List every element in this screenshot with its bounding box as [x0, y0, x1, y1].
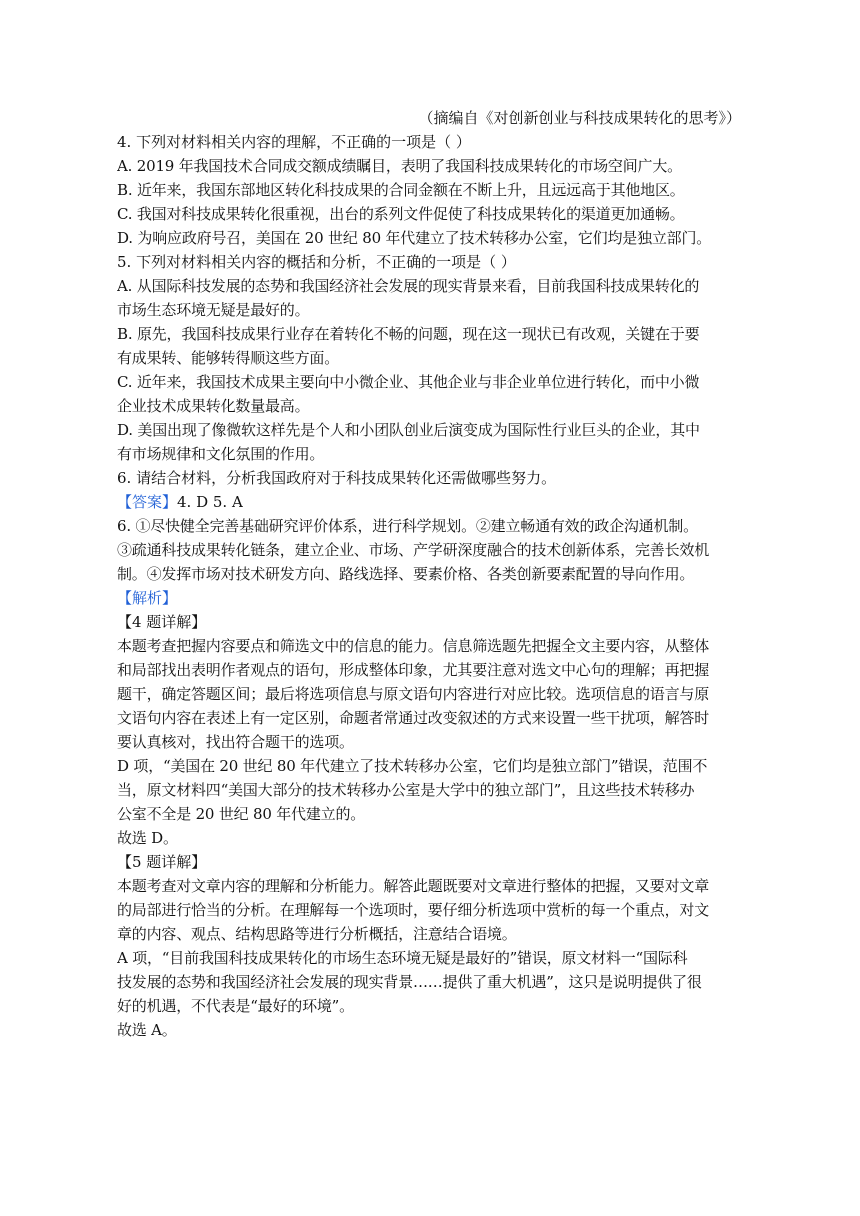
answer-label: 【答案】	[117, 493, 178, 511]
question-5-option-d-line-2: 有市场规律和文化氛围的作用。	[117, 445, 325, 463]
source-citation: （摘编自《对创新创业与科技成果转化的思考》）	[418, 109, 741, 127]
question-4-option-a: A. 2019 年我国技术合同成交额成绩瞩目，表明了我国科技成果转化的市场空间广大。	[117, 157, 682, 175]
answer-q6-line-1: 6. ①尽快健全完善基础研究评价体系，进行科学规划。②建立畅通有效的政企沟通机制。	[117, 517, 698, 535]
analysis-q5-line-1: 本题考查对文章内容的理解和分析能力。解答此题既要对文章进行整体的把握，又要对文章	[117, 877, 710, 895]
question-4-stem: 4. 下列对材料相关内容的理解，不正确的一项是（ ）	[117, 133, 471, 151]
answer-q6-line-2: ③疏通科技成果转化链条，建立企业、市场、产学研深度融合的技术创新体系，完善长效机	[117, 541, 710, 559]
answer-text: 4. D 5. A	[177, 493, 243, 511]
analysis-q4-line-1: 本题考查把握内容要点和筛选文中的信息的能力。信息筛选题先把握全文主要内容，从整体	[117, 637, 710, 655]
question-5-option-a-line-2: 市场生态环境无疑是最好的。	[117, 301, 310, 319]
analysis-q5-heading: 【5 题详解】	[117, 853, 207, 871]
analysis-q4-line-4: 文语句内容在表述上有一定区别，命题者常通过改变叙述的方式来设置一些干扰项，解答时	[117, 709, 710, 727]
analysis-q5-line-4: A 项，“目前我国科技成果转化的市场生态环境无疑是最好的”错误，原文材料一“国际科	[117, 949, 688, 967]
answer-row	[117, 490, 741, 514]
answer-q6-line-3: 制。④发挥市场对技术研发方向、路线选择、要素价格、各类创新要素配置的导向作用。	[117, 565, 695, 583]
analysis-q4-line-3: 题干，确定答题区间；最后将选项信息与原文语句内容进行对应比较。选项信息的语言与原	[117, 685, 710, 703]
question-5-option-d-line-1: D. 美国出现了像微软这样先是个人和小团队创业后演变成为国际性行业巨头的企业，其中	[117, 421, 700, 439]
analysis-q4-line-7: 当，原文材料四“美国大部分的技术转移办公室是大学中的独立部门”，且这些技术转移办	[117, 781, 695, 799]
analysis-q5-line-5: 技发展的态势和我国经济社会发展的现实背景……提供了重大机遇”，这只是说明提供了很	[117, 973, 702, 991]
question-5-option-c-line-1: C. 近年来，我国技术成果主要向中小微企业、其他企业与非企业单位进行转化，而中小微	[117, 373, 700, 391]
question-6-stem: 6. 请结合材料，分析我国政府对于科技成果转化还需做哪些努力。	[117, 469, 557, 487]
question-5-option-c-line-2: 企业技术成果转化数量最高。	[117, 397, 310, 415]
question-5-option-a-line-1: A. 从国际科技发展的态势和我国经济社会发展的现实背景来看，目前我国科技成果转化的	[117, 277, 700, 295]
question-5-option-b-line-2: 有成果转、能够转得顺这些方面。	[117, 349, 340, 367]
question-4-option-d: D. 为响应政府号召，美国在 20 世纪 80 年代建立了技术转移办公室，它们均是独立部门。	[117, 229, 712, 247]
question-5-option-b-line-1: B. 原先，我国科技成果行业存在着转化不畅的问题，现在这一现状已有改观，关键在于要	[117, 325, 700, 343]
analysis-q4-heading: 【4 题详解】	[117, 613, 207, 631]
question-5-stem: 5. 下列对材料相关内容的概括和分析，不正确的一项是（ ）	[117, 253, 516, 271]
document-body	[117, 106, 741, 1042]
analysis-q5-line-6: 好的机遇，不代表是“最好的环境”。	[117, 997, 354, 1015]
analysis-q5-line-2: 的局部进行恰当的分析。在理解每一个选项时，要仔细分析选项中赏析的每一个重点，对文	[117, 901, 710, 919]
analysis-q5-line-3: 章的内容、观点、结构思路等进行分析概括，注意结合语境。	[117, 925, 517, 943]
question-4-option-b: B. 近年来，我国东部地区转化科技成果的合同金额在不断上升，且远远高于其他地区。	[117, 181, 685, 199]
question-4-option-c: C. 我国对科技成果转化很重视，出台的系列文件促使了科技成果转化的渠道更加通畅。	[117, 205, 685, 223]
analysis-q4-line-8: 公室不全是 20 世纪 80 年代建立的。	[117, 805, 366, 823]
analysis-q4-line-9: 故选 D。	[117, 829, 178, 847]
analysis-q5-line-7: 故选 A。	[117, 1021, 177, 1039]
analysis-q4-line-5: 要认真核对，找出符合题干的选项。	[117, 733, 354, 751]
analysis-q4-line-2: 和局部找出表明作者观点的语句，形成整体印象，尤其要注意对选文中心句的理解；再把握	[117, 661, 710, 679]
analysis-label: 【解析】	[117, 589, 178, 607]
analysis-q4-line-6: D 项，“美国在 20 世纪 80 年代建立了技术转移办公室，它们均是独立部门”错误，范围不	[117, 757, 708, 775]
